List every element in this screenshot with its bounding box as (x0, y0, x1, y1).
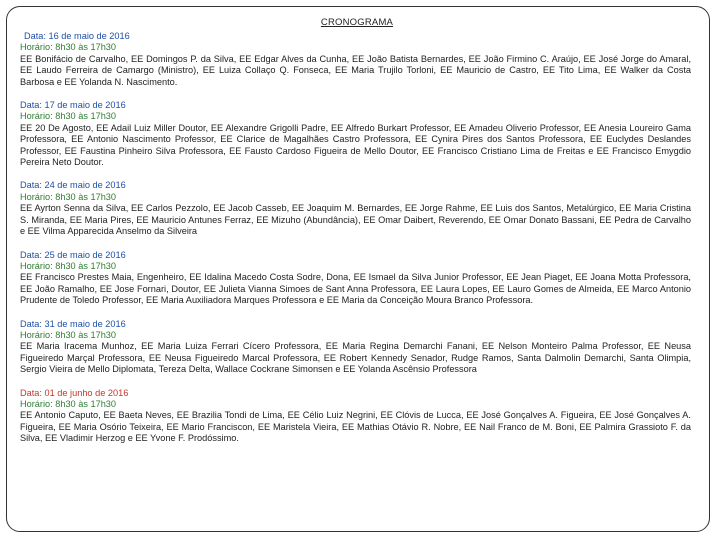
section-schools: EE Bonifácio de Carvalho, EE Domingos P. da Silva, EE Edgar Alves da Cunha, EE João Batista Bernardes, EE João Firmino C. Araújo, EE José Jorge do Amaral, EE Laudo Ferreira de Camargo (Ministro), EE Luiza Collaço Q. Fonseca, EE Maria Trujilo Torloni, EE Mauricio de Castro, EE Tito Lima, EE Walker da Costa Barbosa e EE Yolanda N. Nascimento. (20, 53, 691, 87)
schedule-section (20, 180, 691, 237)
schedule-section (20, 100, 691, 168)
schedule-section (20, 388, 691, 445)
document-title: CRONOGRAMA (320, 17, 394, 28)
section-schools: EE 20 De Agosto, EE Adail Luiz Miller Doutor, EE Alexandre Grigolli Padre, EE Alfredo Burkart Professor, EE Amadeu Oliverio Professor, EE Anesia Loureiro Gama Professora, EE Antonio Nascimento Professor, EE Clarice de Magalhães Castro Professora, EE Cynira Pires dos Santos Professora, EE Euclydes Deslandes Professor, EE Faustina Pinheiro Silva Professora, EE Fausto Cardoso Figueira de Mello Doutor, EE Francisco Cristiano Lima de Freitas e EE Francisco Emygdio Pereira Neto Doutor. (20, 122, 691, 168)
section-time: Horário: 8h30 às 17h30 (20, 191, 117, 202)
section-schools: EE Maria Iracema Munhoz, EE Maria Luiza Ferrari Cícero Professora, EE Maria Regina Demarchi Fanani, EE Nelson Monteiro Palma Professor, EE Neusa Figueiredo Marçal Professora, EE Neusa Figueiredo Marcal Professora, EE Robert Kennedy Senador, Rudge Ramos, Santa Dalmolin Demarchi, Santa Olimpia, Sergio Vieira de Mello Diplomata, Tereza Delta, Wallace Cockrane Simonsen e EE Yolanda Ascênsio Professora (20, 341, 691, 375)
section-date: Data: 01 de junho de 2016 (20, 387, 129, 398)
section-date: Data: 17 de maio de 2016 (20, 100, 126, 111)
section-date: Data: 25 de maio de 2016 (20, 249, 126, 260)
section-time: Horário: 8h30 às 17h30 (20, 329, 117, 340)
section-date: Data: 16 de maio de 2016 (24, 31, 130, 41)
section-time: Horário: 8h30 às 17h30 (20, 42, 117, 53)
section-schools: EE Francisco Prestes Maia, Engenheiro, EE Idalina Macedo Costa Sodre, Dona, EE Ismael da Silva Junior Professor, EE Jean Piaget, EE Joana Motta Professora, EE João Ramalho, EE Jose Fornari, Doutor, EE Julieta Vianna Simoes de Sant Anna Professora, EE Laura Lopes, EE Lauro Gomes de Almeida, EE Marco Antonio Prudente de Toledo Professor, EE Maria Auxiliadora Marques Professora e EE Maria da Conceição Moura Branco Professora. (20, 272, 691, 306)
schedule-section (20, 250, 691, 307)
section-time: Horário: 8h30 às 17h30 (20, 111, 117, 122)
schedule-content (20, 31, 691, 457)
section-schools: EE Ayrton Senna da Silva, EE Carlos Pezzolo, EE Jacob Casseb, EE Joaquim M. Bernardes, EE Jorge Rahme, EE Luis dos Santos, Metalúrgico, EE Maria Cristina S. Miranda, EE Maria Pires, EE Mauricio Antunes Ferraz, EE Mizuho (Abundância), EE Omar Daibert, Reverendo, EE Omar Donato Bassani, EE Pedra de Carvalho e EE Vilma Apparecida Anselmo da Silveira (20, 203, 691, 237)
schedule-section (20, 319, 691, 376)
section-schools: EE Antonio Caputo, EE Baeta Neves, EE Brazilia Tondi de Lima, EE Célio Luiz Negrini, EE Clóvis de Lucca, EE José Gonçalves A. Figueira, EE José Gonçalves A. Figueira, EE Maria Osório Teixeira, EE Mario Franciscon, EE Maristela Vieira, EE Mathias Otávio R. Nobre, EE Nail Franco de M. Boni, EE Palmira Grassioto F. da Silva, EE Vladimir Herzog e EE Yvone F. Prodóssimo. (20, 410, 691, 444)
section-time: Horário: 8h30 às 17h30 (20, 260, 117, 271)
section-date: Data: 31 de maio de 2016 (20, 318, 126, 329)
schedule-section (20, 31, 691, 88)
section-time: Horário: 8h30 às 17h30 (20, 398, 117, 409)
section-date: Data: 24 de maio de 2016 (20, 180, 126, 191)
